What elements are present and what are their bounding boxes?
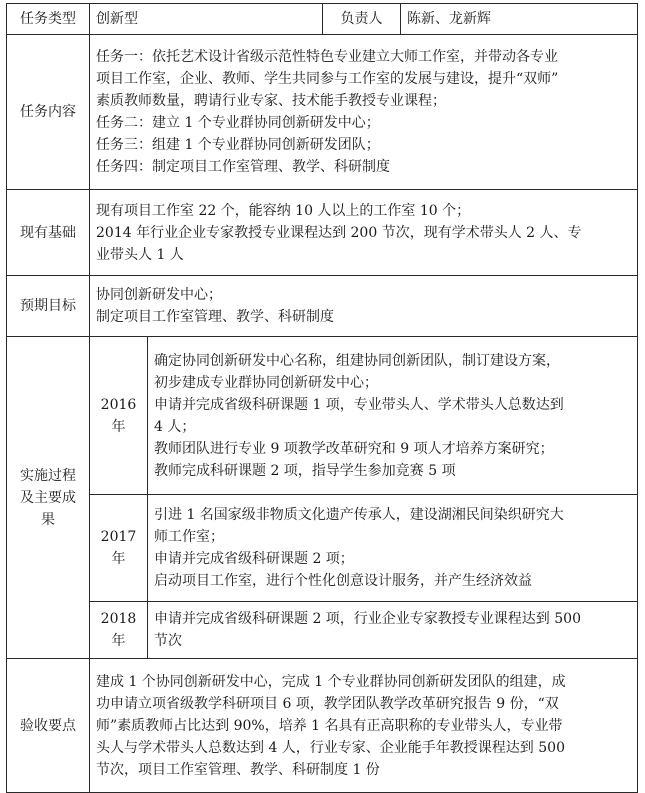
- text-line: 申请并完成省级科研课题 2 项；: [154, 551, 354, 567]
- expected-goals-text: [90, 276, 638, 337]
- text-line: 建成 1 个协同创新研发中心，完成 1 个专业群协同创新研发团队的组建，成: [96, 673, 566, 690]
- text-line: 启动项目工作室，进行个性化创意设计服务，并产生经济效益: [154, 573, 532, 589]
- text-line: 功申请立项省级教学科研项目 6 项，教学团队教学改革研究报告 9 份，“双: [96, 695, 559, 712]
- text-line: 任务一：依托艺术设计省级示范性特色专业建立大师工作室，并带动各专业: [96, 49, 558, 65]
- text-line: 任务三：组建 1 个专业群协同创新研发团队；: [96, 137, 380, 153]
- expected-goals-label: 预期目标: [7, 276, 90, 337]
- text-line: 任务二：建立 1 个专业群协同创新研发中心；: [96, 115, 380, 131]
- year-2017: 2017 年: [90, 495, 148, 602]
- text-line: 节次: [154, 633, 182, 649]
- expected-goals-row: [7, 276, 638, 337]
- text-line: 节次，项目工作室管理、教学、科研制度 1 份: [96, 761, 380, 778]
- text-line: 师工作室；: [154, 529, 224, 545]
- text-line: 项目工作室，企业、教师、学生共同参与工作室的发展与建设，提升“双师”: [96, 71, 559, 87]
- acceptance-row: [7, 659, 638, 793]
- text-line: 4 人；: [154, 418, 196, 435]
- text-line: 师”素质教师占比达到 90%，培养 1 名具有正高职称的专业带头人，专业带: [96, 717, 563, 734]
- task-content-label: 任务内容: [7, 35, 90, 190]
- owner-label: 负责人: [323, 4, 401, 35]
- year-2017-text: [148, 495, 638, 602]
- implementation-2017-row: [7, 495, 638, 602]
- task-type-value: 创新型: [90, 4, 323, 35]
- year-2016-text: [148, 337, 638, 495]
- year-2016: 2016 年: [90, 337, 148, 495]
- text-line: 初步建成专业群协同创新研发中心；: [154, 374, 378, 391]
- implementation-label: [7, 337, 90, 659]
- current-basis-text: [90, 190, 638, 276]
- task-content-row: [7, 35, 638, 190]
- task-content-text: [90, 35, 638, 190]
- header-row: [7, 4, 638, 35]
- text-line: 申请并完成省级科研课题 2 项，行业企业专家教授专业课程达到 500: [154, 611, 581, 627]
- year-2018: 2018 年: [90, 602, 148, 659]
- text-line: 头人与学术带头人总数达到 4 人，行业专家、企业能手年教授课程达到 500: [96, 739, 565, 756]
- year-2018-text: [148, 602, 638, 659]
- text-line: 协同创新研发中心；: [96, 287, 222, 303]
- current-basis-label: 现有基础: [7, 190, 90, 276]
- text-line: 素质教师数量，聘请行业专家、技术能手教授专业课程；: [96, 93, 446, 109]
- task-table: [6, 3, 638, 793]
- text-line: 业带头人 1 人: [96, 246, 184, 263]
- text-line: 现有项目工作室 22 个，能容纳 10 人以上的工作室 10 个；: [96, 202, 471, 219]
- text-line: 制定项目工作室管理、教学、科研制度: [96, 309, 334, 325]
- label-line: 实施过程: [20, 467, 76, 484]
- text-line: 任务四：制定项目工作室管理、教学、科研制度: [96, 159, 390, 175]
- acceptance-label: 验收要点: [7, 659, 90, 793]
- text-line: 引进 1 名国家级非物质文化遗产传承人，建设湖湘民间染织研究大: [154, 507, 564, 523]
- text-line: 教师团队进行专业 9 项教学改革研究和 9 项人才培养方案研究；: [154, 440, 554, 457]
- acceptance-text: [90, 659, 638, 793]
- task-type-label: 任务类型: [7, 4, 90, 35]
- owner-value: 陈新、龙新辉: [401, 4, 638, 35]
- implementation-2018-row: [7, 602, 638, 659]
- current-basis-row: [7, 190, 638, 276]
- text-line: 申请并完成省级科研课题 1 项，专业带头人、学术带头人总数达到: [154, 396, 564, 413]
- text-line: 教师完成科研课题 2 项，指导学生参加竞赛 5 项: [154, 462, 456, 479]
- label-line: 果: [41, 511, 55, 528]
- text-line: 确定协同创新研发中心名称，组建协同创新团队，制订建设方案，: [154, 352, 560, 369]
- label-line: 及主要成: [20, 489, 76, 506]
- text-line: 2014 年行业企业专家教授专业课程达到 200 节次，现有学术带头人 2 人、专: [96, 224, 582, 241]
- implementation-2016-row: [7, 337, 638, 495]
